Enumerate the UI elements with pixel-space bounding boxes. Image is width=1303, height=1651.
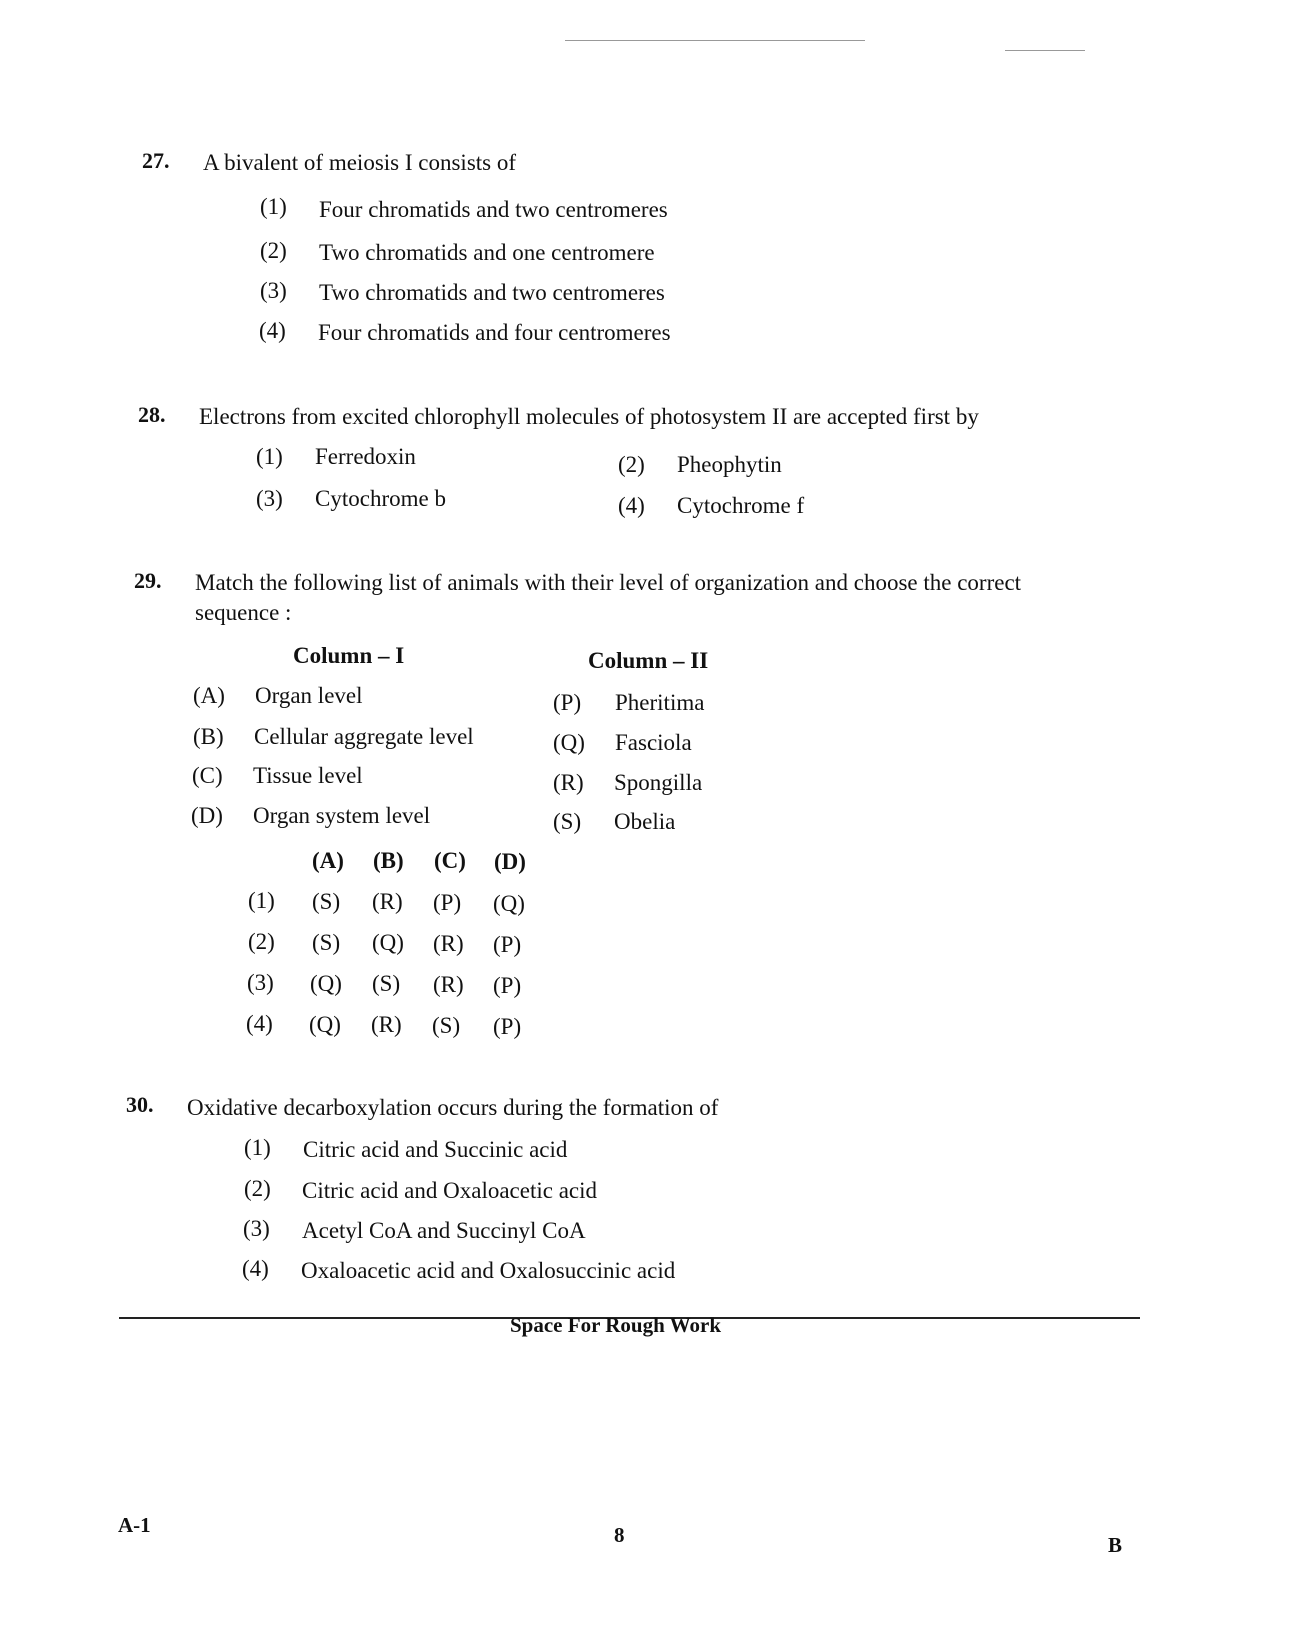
option-text: Four chromatids and four centromeres [318,320,671,345]
code-option-number: (2) [248,929,275,954]
option-number: (3) [256,486,283,511]
code-value: (R) [372,889,403,914]
question-text: Oxidative decarboxylation occurs during the formation of [187,1095,719,1120]
column-1-key: (A) [193,683,225,708]
code-option-number: (4) [246,1011,273,1036]
code-value: (P) [493,973,522,998]
paper-code: A-1 [118,1513,151,1537]
column-2-item: Fasciola [615,730,692,755]
column-2-heading: Column – II [588,648,709,673]
code-value: (R) [433,972,464,997]
option-number: (2) [244,1176,271,1201]
code-value: (P) [493,932,522,957]
code-header: (C) [434,848,466,873]
code-option-number: (1) [248,888,275,913]
option-number: (3) [243,1216,270,1241]
scan-artifact-line [1005,50,1085,51]
question-number: 28. [138,402,166,427]
code-value: (S) [312,889,341,914]
option-text: Ferredoxin [315,444,416,469]
code-value: (S) [312,930,341,955]
column-2-key: (P) [553,690,582,715]
scan-artifact-line [565,40,865,41]
code-value: (R) [433,931,464,956]
column-2-item: Obelia [614,809,676,834]
code-value: (P) [433,890,462,915]
option-number: (4) [618,493,645,518]
question-text-line-1: Match the following list of animals with their level of organization and choose the correct [195,570,1022,595]
code-option-number: (3) [247,970,274,995]
option-text: Cytochrome f [677,493,805,518]
option-text: Four chromatids and two centromeres [319,197,668,222]
option-text: Two chromatids and two centromeres [319,280,665,305]
question-number: 27. [142,148,170,173]
column-1-key: (D) [191,803,223,828]
option-text: Citric acid and Oxaloacetic acid [302,1178,598,1203]
option-text: Cytochrome b [315,486,446,511]
column-1-key: (B) [193,724,224,749]
option-number: (4) [242,1256,269,1281]
option-number: (1) [260,194,287,219]
series-letter: B [1108,1533,1123,1557]
question-text-line-2: sequence : [195,600,292,625]
code-value: (R) [371,1012,402,1037]
column-1-key: (C) [192,763,223,788]
code-value: (Q) [310,971,342,996]
column-2-key: (Q) [553,730,585,755]
code-value: (P) [493,1014,522,1039]
column-1-item: Cellular aggregate level [254,724,474,749]
column-2-item: Spongilla [614,770,703,795]
column-1-heading: Column – I [293,643,405,668]
column-1-item: Organ level [255,683,363,708]
code-value: (S) [432,1013,461,1038]
option-text: Oxaloacetic acid and Oxalosuccinic acid [301,1258,676,1283]
option-text: Pheophytin [677,452,782,477]
option-number: (4) [259,318,286,343]
question-number: 29. [134,568,162,593]
question-text: A bivalent of meiosis I consists of [203,150,517,175]
column-1-item: Organ system level [253,803,431,828]
question-number: 30. [126,1092,154,1117]
question-text: Electrons from excited chlorophyll molecules of photosystem II are accepted first by [199,404,979,429]
column-2-item: Pheritima [615,690,705,715]
code-header: (D) [494,849,526,874]
code-header: (B) [373,848,404,873]
column-1-item: Tissue level [253,763,363,788]
page-number: 8 [614,1523,625,1547]
option-text: Citric acid and Succinic acid [303,1137,568,1162]
option-number: (3) [260,278,287,303]
column-2-key: (S) [553,809,582,834]
option-number: (2) [260,238,287,263]
rough-work-label: Space For Rough Work [510,1313,722,1337]
option-number: (1) [256,444,283,469]
option-text: Acetyl CoA and Succinyl CoA [302,1218,586,1243]
code-header: (A) [312,848,344,873]
column-2-key: (R) [553,770,584,795]
option-number: (1) [244,1135,271,1160]
code-value: (Q) [372,930,404,955]
option-text: Two chromatids and one centromere [319,240,655,265]
option-number: (2) [618,452,645,477]
code-value: (S) [372,971,401,996]
code-value: (Q) [493,891,525,916]
code-value: (Q) [309,1012,341,1037]
